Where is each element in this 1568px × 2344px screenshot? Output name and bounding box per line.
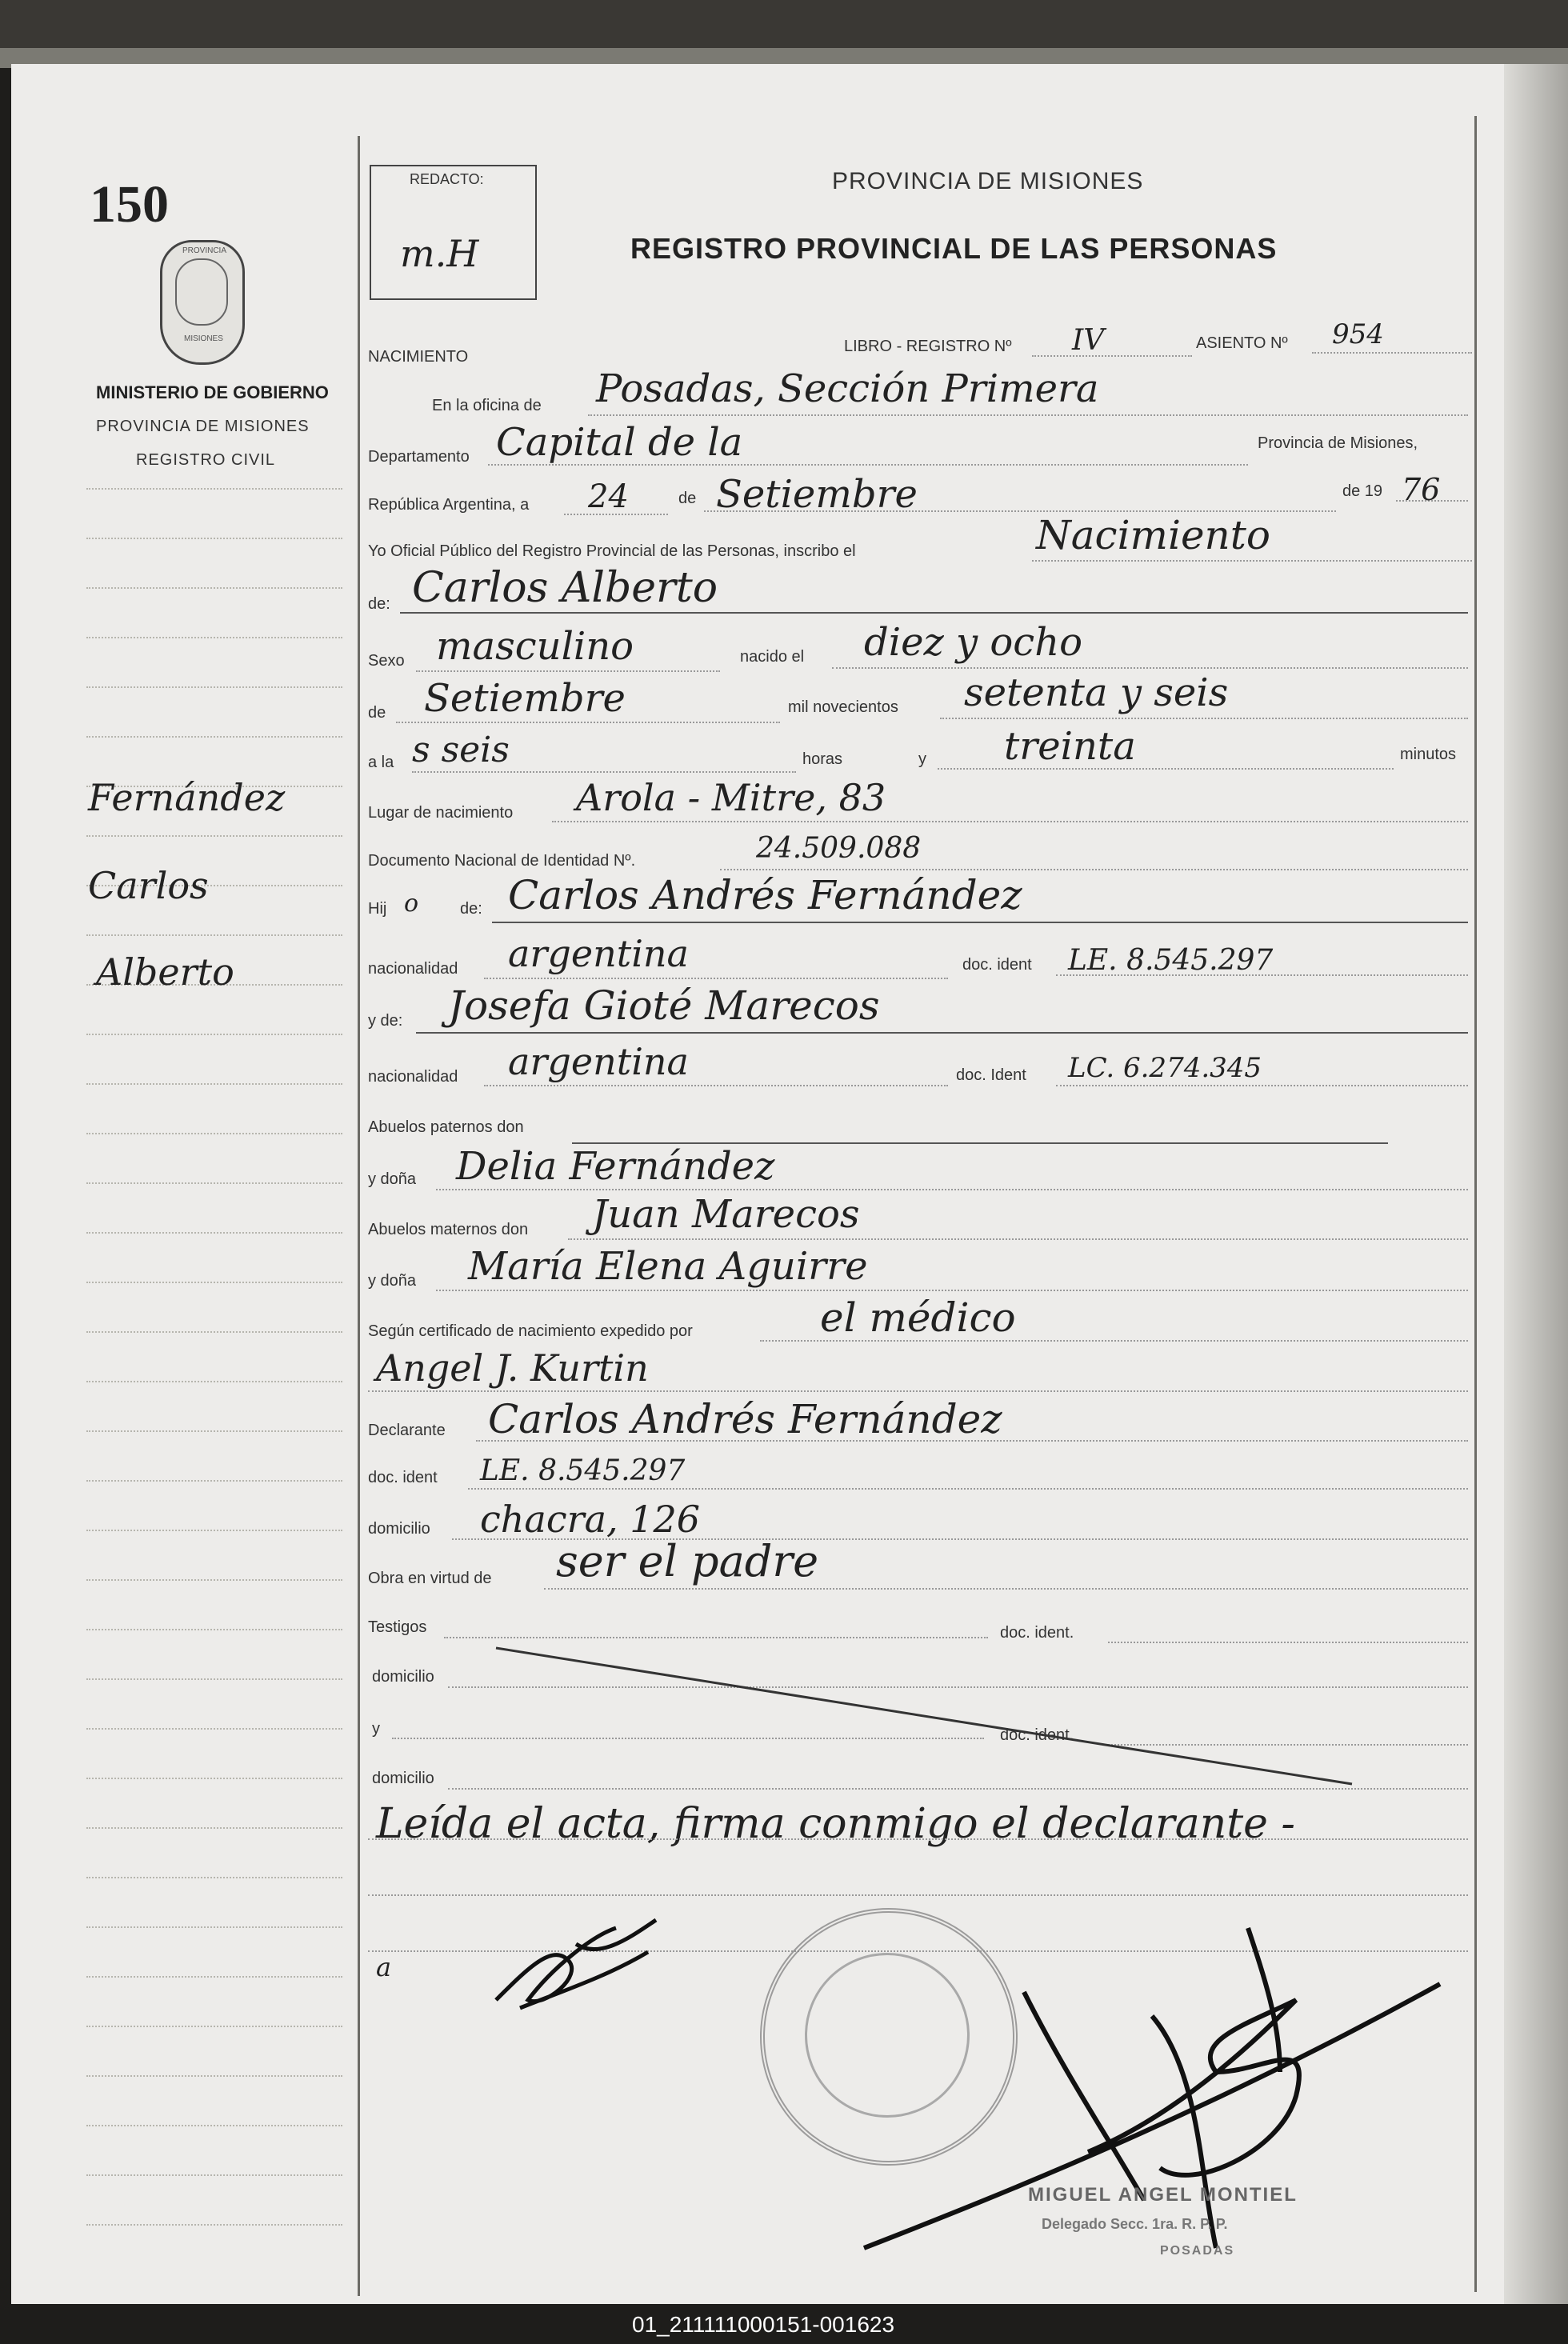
crest-text-top: PROVINCIA (182, 246, 227, 255)
libro-label: LIBRO - REGISTRO Nº (844, 338, 1012, 355)
nacionalidad-1-value: argentina (508, 932, 689, 975)
declarant-signature-icon (480, 1912, 672, 2024)
margin-rule (86, 1976, 342, 1978)
margin-rule (86, 1827, 342, 1829)
nacionalidad-2-value: argentina (508, 1040, 689, 1083)
nacido-label: nacido el (740, 648, 805, 666)
horas-label: horas (802, 750, 843, 768)
obra-value: ser el padre (556, 1536, 819, 1586)
margin-rule (86, 1579, 342, 1581)
registry-title: REGISTRO PROVINCIAL DE LAS PERSONAS (630, 232, 1278, 265)
abuela-materna-line (436, 1290, 1468, 1291)
oficial-label: Yo Oficial Público del Registro Provincial de las Personas, inscribo el (368, 542, 856, 560)
docident-1-label: doc. ident (962, 956, 1032, 974)
margin-rule (86, 1182, 342, 1184)
margin-rule (86, 2224, 342, 2226)
closing-line-1 (368, 1838, 1468, 1840)
margin-rule (86, 2125, 342, 2126)
ministry-province: PROVINCIA DE MISIONES (96, 418, 310, 435)
ministry-registry: REGISTRO CIVIL (136, 451, 276, 469)
asiento-label: ASIENTO Nº (1196, 334, 1288, 352)
ministry-title: MINISTERIO DE GOBIERNO (96, 382, 329, 402)
margin-rule (86, 835, 342, 837)
lugar-label: Lugar de nacimiento (368, 804, 514, 822)
margin-rule (86, 1083, 342, 1085)
nacionalidad-1-label: nacionalidad (368, 960, 458, 978)
docident-2-line (1056, 1085, 1468, 1086)
segun-value: el médico (820, 1294, 1016, 1341)
medico-line (368, 1390, 1468, 1392)
dni-label: Documento Nacional de Identidad Nº. (368, 852, 636, 870)
ydona-2-label: y doña (368, 1272, 417, 1290)
closing-statement: Leída el acta, firma conmigo el declarante - (376, 1800, 1296, 1848)
margin-rule (86, 2075, 342, 2077)
asiento-value: 954 (1332, 318, 1384, 350)
hour-line (412, 771, 796, 773)
obra-line (544, 1588, 1468, 1590)
domicilio-value: chacra, 126 (480, 1498, 701, 1541)
margin-rule (86, 1430, 342, 1432)
name-de-label: de: (368, 595, 390, 613)
mil-label: mil novecientos (788, 698, 898, 716)
margin-rule (86, 2174, 342, 2176)
oficial-line (1032, 560, 1472, 562)
margin-rule (86, 587, 342, 589)
margin-name-2: Alberto (96, 950, 234, 994)
domicilio-label: domicilio (368, 1520, 430, 1538)
lugar-value: Arola - Mitre, 83 (576, 776, 886, 819)
redacto-label: REDACTO: (410, 171, 484, 187)
child-name-value: Carlos Alberto (412, 564, 718, 612)
libro-value: IV (1072, 324, 1105, 357)
right-frame-line (1474, 116, 1477, 2292)
obra-label: Obra en virtud de (368, 1570, 492, 1587)
margin-rule (86, 1282, 342, 1283)
year-value: 76 (1402, 472, 1441, 507)
margin-rule (86, 1728, 342, 1730)
margin-rule (86, 538, 342, 539)
signature-x-label: a (376, 1952, 392, 1982)
month-value: Setiembre (716, 472, 918, 517)
oficina-value: Posadas, Sección Primera (596, 366, 1099, 411)
stamp-line-1: MIGUEL ANGEL MONTIEL (1028, 2184, 1298, 2206)
departamento-label: Departamento (368, 448, 470, 466)
margin-rule (86, 1381, 342, 1382)
minutos-label: minutos (1400, 746, 1457, 763)
page-number: 150 (90, 175, 169, 234)
margin-rule (86, 1133, 342, 1134)
abuelo-materno-value: Juan Marecos (592, 1192, 860, 1237)
docident-2-label: doc. Ident (956, 1066, 1026, 1084)
oficina-label: En la oficina de (432, 397, 542, 414)
province-title: PROVINCIA DE MISIONES (832, 168, 1144, 194)
dni-value: 24.509.088 (756, 832, 922, 865)
abuelos-paternos-label: Abuelos paternos don (368, 1118, 524, 1136)
libro-line (1032, 355, 1192, 357)
closing-line-2 (368, 1894, 1468, 1896)
margin-rule (86, 1480, 342, 1482)
domicilio-2-label: domicilio (372, 1668, 434, 1686)
month-de-label: de (678, 490, 697, 507)
nacido-value: diez y ocho (864, 620, 1082, 665)
birth-month-line (396, 722, 780, 723)
nacionalidad-1-line (484, 978, 948, 979)
margin-rule (86, 1232, 342, 1234)
y-label: y (918, 750, 926, 768)
stamp-line-3: POSADAS (1160, 2244, 1235, 2258)
docident-3-line (468, 1488, 1468, 1490)
margin-rule (86, 1331, 342, 1333)
margin-rule (86, 1926, 342, 1928)
margin-rule (86, 736, 342, 738)
cross-out-line (480, 1632, 1368, 1792)
nacionalidad-2-line (484, 1085, 948, 1086)
margin-rule (86, 934, 342, 936)
provincia-label: Provincia de Misiones, (1258, 434, 1418, 452)
abuelos-maternos-line (568, 1238, 1468, 1240)
left-frame-line (358, 136, 360, 2296)
hour-value: s seis (412, 730, 510, 770)
oficial-value: Nacimiento (1036, 512, 1270, 558)
nacionalidad-2-label: nacionalidad (368, 1068, 458, 1086)
margin-rule (86, 1530, 342, 1531)
asiento-line (1312, 352, 1472, 354)
docident-2-value: LC. 6.274.345 (1068, 1052, 1262, 1084)
margin-rule (86, 1778, 342, 1779)
abuela-paterna-value: Delia Fernández (456, 1144, 775, 1189)
declarante-value: Carlos Andrés Fernández (488, 1396, 1002, 1442)
sexo-value: masculino (436, 624, 634, 669)
margin-rule (86, 637, 342, 638)
declarante-label: Declarante (368, 1422, 446, 1439)
docident-5-label: doc. ident. (1000, 1726, 1074, 1744)
medico-value: Angel J. Kurtin (376, 1346, 649, 1390)
margin-rule (86, 1877, 342, 1878)
mother-value: Josefa Gioté Marecos (448, 982, 880, 1029)
sexo-label: Sexo (368, 652, 405, 670)
ala-label: a la (368, 754, 394, 771)
mil-line (940, 718, 1468, 719)
lugar-line (552, 821, 1468, 822)
coat-of-arms-icon (160, 240, 245, 365)
margin-rule (86, 1678, 342, 1680)
birth-month-value: Setiembre (424, 676, 626, 721)
act-type-label: NACIMIENTO (368, 348, 469, 366)
day-value: 24 (588, 478, 629, 515)
ydona-1-label: y doña (368, 1170, 417, 1188)
margin-rule (86, 686, 342, 688)
abuelos-maternos-label: Abuelos maternos don (368, 1221, 529, 1238)
republica-label: República Argentina, a (368, 496, 530, 514)
page-edge (1504, 64, 1568, 2304)
nacido-line (832, 667, 1468, 669)
footer-id: 01_211111000151-001623 (632, 2312, 895, 2337)
sexo-line (416, 670, 720, 672)
mil-value: setenta y seis (964, 670, 1229, 715)
hijo-label: Hij (368, 900, 387, 918)
margin-rule (86, 488, 342, 490)
birth-month-de-label: de (368, 704, 386, 722)
docident-4-label: doc. ident. (1000, 1624, 1074, 1642)
y-2-label: y (372, 1720, 380, 1738)
margin-rule (86, 1629, 342, 1630)
year-label: de 19 (1342, 482, 1383, 500)
docident-1-value: LE. 8.545.297 (1068, 944, 1274, 977)
abuela-paterna-line (436, 1189, 1468, 1190)
minutes-value: treinta (1004, 724, 1136, 769)
mother-line (416, 1032, 1468, 1034)
docident-3-label: doc. ident (368, 1469, 438, 1486)
oficina-line (588, 414, 1468, 416)
father-line (492, 922, 1468, 923)
margin-rule (86, 1034, 342, 1035)
crest-text-bottom: MISIONES (184, 334, 223, 343)
hijo-suffix: o (404, 890, 419, 918)
margin-surname: Fernández (88, 776, 286, 819)
abuela-materna-value: María Elena Aguirre (468, 1244, 868, 1289)
departamento-value: Capital de la (496, 420, 743, 465)
name-line (400, 612, 1468, 614)
testigos-label: Testigos (368, 1618, 427, 1636)
mother-de-label: y de: (368, 1012, 403, 1030)
redacto-initials: m.H (400, 232, 479, 275)
domicilio-3-label: domicilio (372, 1770, 434, 1787)
margin-name-1: Carlos (88, 864, 209, 907)
segun-label: Según certificado de nacimiento expedido por (368, 1322, 693, 1340)
hijo-de-label: de: (460, 900, 482, 918)
dni-line (720, 869, 1468, 870)
father-value: Carlos Andrés Fernández (508, 872, 1022, 918)
docident-3-value: LE. 8.545.297 (480, 1454, 686, 1487)
margin-rule (86, 2026, 342, 2027)
stamp-line-2: Delegado Secc. 1ra. R. P. P. (1042, 2216, 1228, 2232)
